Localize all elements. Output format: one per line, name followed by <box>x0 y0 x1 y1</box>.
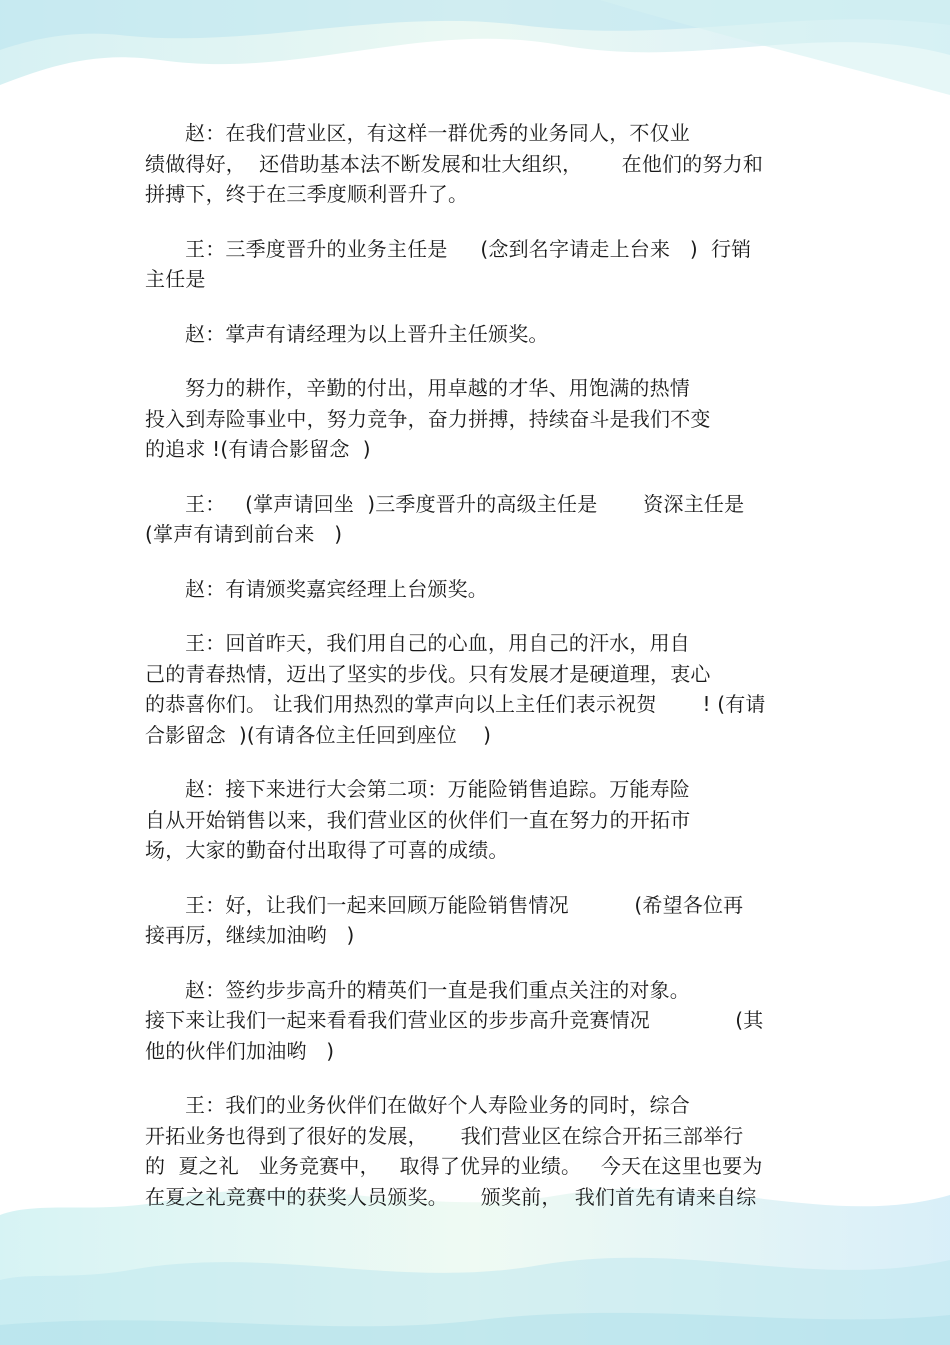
text-line: 拼搏下，终于在三季度顺利晋升了。 <box>145 182 469 206</box>
text-line: 主任是 <box>145 267 206 291</box>
text-line: 赵：掌声有请经理为以上晋升主任颁奖。 <box>185 321 549 346</box>
text-line: 的 夏之礼 业务竞赛中， 取得了优异的业绩。 今天在这里也要为 <box>145 1154 763 1178</box>
paragraph <box>145 319 810 350</box>
text-line: 赵：有请颁奖嘉宾经理上台颁奖。 <box>185 576 488 601</box>
paragraph <box>145 489 810 550</box>
text-line: 努力的耕作，辛勤的付出，用卓越的才华、用饱满的热情 <box>185 376 690 400</box>
text-line: 接下来让我们一起来看看我们营业区的步步高升竞赛情况 (其 <box>145 1008 764 1032</box>
text-line: 赵：签约步步高升的精英们一直是我们重点关注的对象。 <box>185 977 690 1002</box>
text-line: (掌声有请到前台来 ) <box>145 522 343 546</box>
text-line: 合影留念 )(有请各位主任回到座位 ) <box>145 722 492 747</box>
paragraph <box>145 628 810 750</box>
text-line: 的追求 !(有请合影留念 ) <box>145 437 371 461</box>
paragraph <box>145 574 810 605</box>
paragraph <box>145 774 810 866</box>
paragraph <box>145 975 810 1067</box>
text-line: 自从开始销售以来，我们营业区的伙伴们一直在努力的开拓市 <box>145 807 691 832</box>
text-line: 王：三季度晋升的业务主任是 (念到名字请走上台来 ) 行销 <box>185 236 752 261</box>
text-line: 赵：在我们营业区，有这样一群优秀的业务同人，不仅业 <box>185 121 690 145</box>
text-line: 投入到寿险事业中，努力竞争，奋力拼搏，持续奋斗是我们不变 <box>145 406 711 431</box>
text-line: 王：回首昨天，我们用自己的心血，用自己的汗水，用自 <box>185 631 690 655</box>
text-line: 接再厉，继续加油哟 ) <box>145 923 355 947</box>
text-line: 王：好，让我们一起来回顾万能险销售情况 (希望各位再 <box>185 892 744 917</box>
text-line: 王： (掌声请回坐 )三季度晋升的高级主任是 资深主任是 <box>185 491 745 516</box>
text-line: 在夏之礼竞赛中的获奖人员颁奖。 颁奖前， 我们首先有请来自综 <box>145 1184 757 1209</box>
text-line: 开拓业务也得到了很好的发展， 我们营业区在综合开拓三部举行 <box>145 1123 744 1148</box>
paragraph <box>145 890 810 951</box>
text-line: 他的伙伴们加油哟 ) <box>145 1038 335 1063</box>
text-line: 场，大家的勤奋付出取得了可喜的成绩。 <box>145 838 509 862</box>
text-line: 绩做得好， 还借助基本法不断发展和壮大组织， 在他们的努力和 <box>145 151 764 176</box>
text-line: 赵：接下来进行大会第二项：万能险销售追踪。万能寿险 <box>185 777 690 801</box>
text-line: 王：我们的业务伙伴们在做好个人寿险业务的同时，综合 <box>185 1093 690 1117</box>
text-line: 的恭喜你们。 让我们用热烈的掌声向以上主任们表示祝贺 ! (有请 <box>145 692 766 716</box>
paragraph <box>145 234 810 295</box>
paragraph <box>145 118 810 210</box>
text-line: 己的青春热情，迈出了坚实的步伐。只有发展才是硬道理，衷心 <box>145 661 711 686</box>
paragraph <box>145 373 810 465</box>
document-body <box>145 118 810 1236</box>
paragraph <box>145 1090 810 1212</box>
